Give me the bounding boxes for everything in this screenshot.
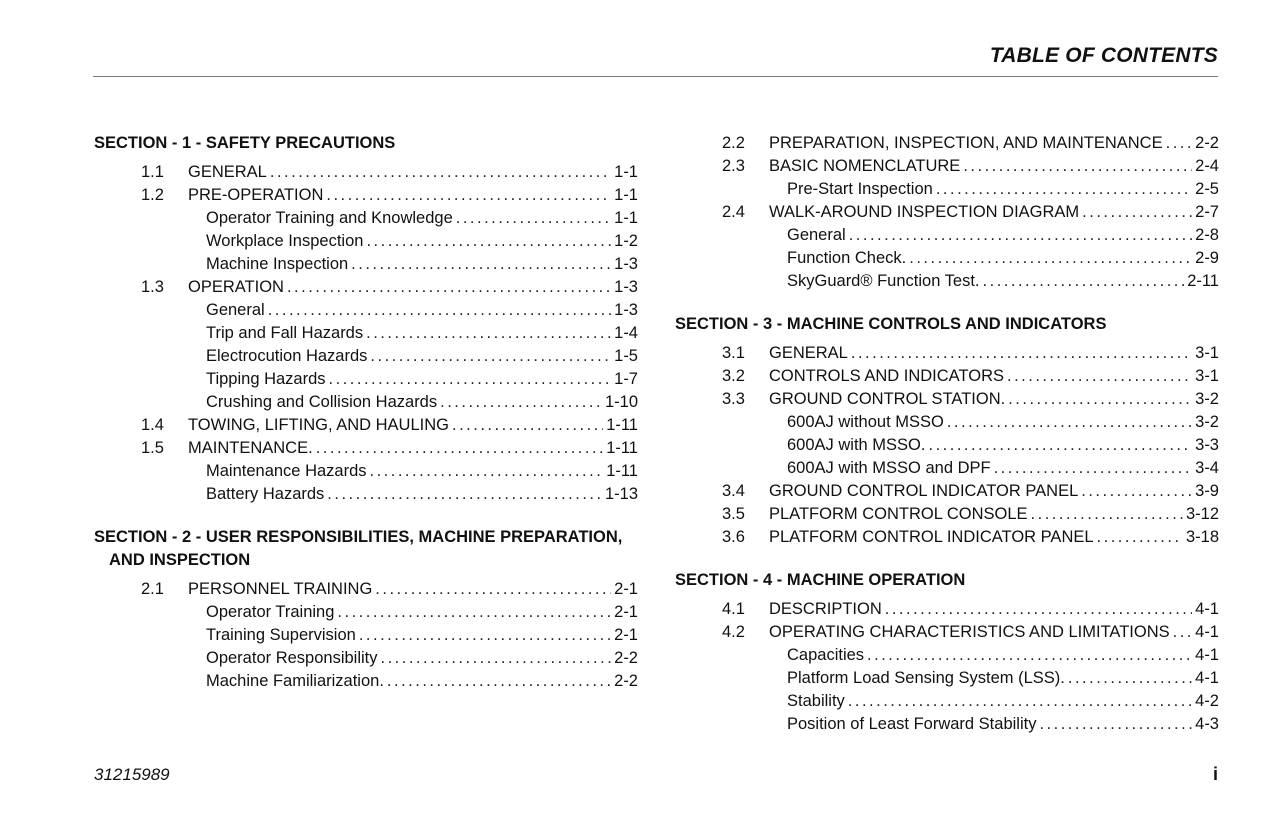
toc-entry-title: Crushing and Collision Hazards bbox=[206, 393, 438, 411]
dot-leader bbox=[329, 368, 612, 391]
section-heading: SECTION - 4 - MACHINE OPERATION bbox=[675, 571, 966, 589]
toc-entry[interactable] bbox=[94, 578, 638, 601]
dot-leader bbox=[1082, 201, 1192, 224]
toc-entry-number: 1.5 bbox=[141, 439, 164, 457]
toc-subentry[interactable] bbox=[94, 207, 638, 230]
dot-leader bbox=[1039, 713, 1192, 736]
toc-entry-page: 1-1 bbox=[614, 186, 638, 204]
dot-leader bbox=[370, 460, 604, 483]
dot-leader bbox=[337, 601, 611, 624]
toc-subentry[interactable] bbox=[94, 601, 638, 624]
dot-leader bbox=[351, 253, 611, 276]
toc-entry-page: 2-9 bbox=[1195, 249, 1219, 267]
toc-entry-page: 3-2 bbox=[1195, 413, 1219, 431]
dot-leader bbox=[1068, 667, 1192, 690]
dot-leader bbox=[909, 247, 1192, 270]
toc-entry[interactable] bbox=[675, 526, 1219, 549]
dot-leader bbox=[1031, 503, 1183, 526]
toc-entry-page: 1-11 bbox=[606, 439, 638, 457]
toc-subentry[interactable] bbox=[94, 647, 638, 670]
toc-subentry[interactable] bbox=[675, 178, 1219, 201]
toc-entry-page: 1-1 bbox=[614, 209, 638, 227]
toc-subentry[interactable] bbox=[94, 253, 638, 276]
toc-entry[interactable] bbox=[675, 388, 1219, 411]
toc-entry-list bbox=[94, 578, 638, 693]
toc-entry-page: 1-3 bbox=[614, 255, 638, 273]
dot-leader bbox=[947, 411, 1192, 434]
toc-subentry[interactable] bbox=[675, 270, 1219, 293]
toc-entry-page: 1-1 bbox=[614, 163, 638, 181]
dot-leader bbox=[370, 345, 611, 368]
toc-entry[interactable] bbox=[675, 503, 1219, 526]
toc-subentry[interactable] bbox=[675, 411, 1219, 434]
toc-entry-title: Maintenance Hazards bbox=[206, 462, 367, 480]
toc-entry-title: TOWING, LIFTING, AND HAULING bbox=[188, 416, 449, 434]
toc-entry-title: Machine Familiarization. bbox=[206, 672, 384, 690]
toc-entry[interactable] bbox=[675, 621, 1219, 644]
page-title: TABLE OF CONTENTS bbox=[989, 44, 1218, 67]
toc-subentry[interactable] bbox=[675, 247, 1219, 270]
dot-leader bbox=[994, 457, 1193, 480]
toc-subentry[interactable] bbox=[675, 667, 1219, 690]
dot-leader bbox=[983, 270, 1185, 293]
toc-subentry[interactable] bbox=[94, 460, 638, 483]
toc-subentry[interactable] bbox=[94, 624, 638, 647]
dot-leader bbox=[359, 624, 611, 647]
dot-leader bbox=[270, 161, 611, 184]
toc-entry-title: WALK-AROUND INSPECTION DIAGRAM bbox=[769, 203, 1080, 221]
toc-subentry[interactable] bbox=[94, 670, 638, 693]
section-heading: SECTION - 3 - MACHINE CONTROLS AND INDICATORS bbox=[675, 315, 1107, 333]
toc-entry-number: 2.1 bbox=[141, 580, 164, 598]
toc-subentry[interactable] bbox=[675, 713, 1219, 736]
dot-leader bbox=[268, 299, 611, 322]
toc-right-column bbox=[675, 132, 1219, 756]
toc-entry-title: Platform Load Sensing System (LSS). bbox=[787, 669, 1065, 687]
toc-entry-number: 1.3 bbox=[141, 278, 164, 296]
dot-leader bbox=[928, 434, 1192, 457]
toc-subentry[interactable] bbox=[675, 224, 1219, 247]
toc-entry-title: Capacities bbox=[787, 646, 865, 664]
toc-entry-page: 1-5 bbox=[614, 347, 638, 365]
dot-leader bbox=[452, 414, 603, 437]
toc-entry-title: 600AJ with MSSO. bbox=[787, 436, 926, 454]
toc-entry-number: 2.2 bbox=[722, 134, 745, 152]
toc-entry-number: 3.2 bbox=[722, 367, 745, 385]
dot-leader bbox=[1008, 388, 1192, 411]
toc-entry-page: 1-4 bbox=[614, 324, 638, 342]
toc-entry-title: PLATFORM CONTROL CONSOLE bbox=[769, 505, 1028, 523]
dot-leader bbox=[440, 391, 602, 414]
toc-entry-page: 2-2 bbox=[1195, 134, 1219, 152]
toc-entry[interactable] bbox=[94, 161, 638, 184]
toc-entry-title: General bbox=[206, 301, 265, 319]
toc-entry[interactable] bbox=[675, 155, 1219, 178]
toc-entry-title: Operator Training and Knowledge bbox=[206, 209, 453, 227]
toc-subentry[interactable] bbox=[675, 690, 1219, 713]
dot-leader bbox=[1097, 526, 1183, 549]
toc-entry-title: BASIC NOMENCLATURE bbox=[769, 157, 961, 175]
toc-entry-list bbox=[675, 132, 1219, 293]
toc-entry-number: 3.6 bbox=[722, 528, 745, 546]
toc-entry-title: SkyGuard® Function Test. bbox=[787, 272, 980, 290]
toc-entry-page: 2-7 bbox=[1195, 203, 1219, 221]
header-divider bbox=[93, 76, 1218, 77]
toc-entry-page: 1-3 bbox=[614, 301, 638, 319]
dot-leader bbox=[848, 690, 1192, 713]
dot-leader bbox=[316, 437, 604, 460]
toc-entry-list bbox=[94, 161, 638, 506]
toc-entry-number: 3.3 bbox=[722, 390, 745, 408]
toc-subentry[interactable] bbox=[675, 434, 1219, 457]
toc-entry-page: 4-1 bbox=[1195, 669, 1219, 687]
toc-entry-page: 2-1 bbox=[614, 626, 638, 644]
toc-entry-page: 3-1 bbox=[1195, 344, 1219, 362]
dot-leader bbox=[885, 598, 1192, 621]
dot-leader bbox=[1007, 365, 1192, 388]
page-number: i bbox=[1212, 764, 1218, 784]
toc-entry-page: 3-4 bbox=[1195, 459, 1219, 477]
toc-entry-page: 2-1 bbox=[614, 603, 638, 621]
toc-entry-title: OPERATING CHARACTERISTICS AND LIMITATIONS bbox=[769, 623, 1170, 641]
toc-subentry[interactable] bbox=[94, 345, 638, 368]
toc-entry-title: PRE-OPERATION bbox=[188, 186, 324, 204]
toc-entry-page: 3-2 bbox=[1195, 390, 1219, 408]
toc-entry[interactable] bbox=[675, 598, 1219, 621]
toc-entry-page: 4-1 bbox=[1195, 646, 1219, 664]
toc-entry-title: General bbox=[787, 226, 846, 244]
toc-entry-title: PLATFORM CONTROL INDICATOR PANEL bbox=[769, 528, 1094, 546]
toc-entry-page: 2-11 bbox=[1187, 272, 1219, 290]
dot-leader bbox=[867, 644, 1192, 667]
toc-entry-page: 1-7 bbox=[614, 370, 638, 388]
toc-entry-title: GENERAL bbox=[188, 163, 267, 181]
toc-subentry[interactable] bbox=[675, 644, 1219, 667]
document-number: 31215989 bbox=[94, 765, 170, 784]
toc-entry-title: GROUND CONTROL STATION. bbox=[769, 390, 1006, 408]
toc-entry[interactable] bbox=[94, 184, 638, 207]
toc-entry-title: 600AJ without MSSO bbox=[787, 413, 944, 431]
toc-entry-title: Machine Inspection bbox=[206, 255, 349, 273]
toc-entry-page: 1-2 bbox=[614, 232, 638, 250]
toc-entry-page: 2-5 bbox=[1195, 180, 1219, 198]
toc-entry-title: Electrocution Hazards bbox=[206, 347, 368, 365]
toc-entry-page: 2-1 bbox=[614, 580, 638, 598]
toc-entry-number: 3.4 bbox=[722, 482, 745, 500]
toc-entry-title: Position of Least Forward Stability bbox=[787, 715, 1037, 733]
toc-entry-title: Function Check. bbox=[787, 249, 907, 267]
toc-subentry[interactable] bbox=[94, 322, 638, 345]
toc-entry-page: 2-2 bbox=[614, 649, 638, 667]
dot-leader bbox=[1081, 480, 1192, 503]
toc-entry-number: 4.2 bbox=[722, 623, 745, 641]
toc-entry-title: MAINTENANCE. bbox=[188, 439, 313, 457]
toc-entry-title: CONTROLS AND INDICATORS bbox=[769, 367, 1005, 385]
toc-entry-title: Operator Training bbox=[206, 603, 335, 621]
toc-entry[interactable] bbox=[675, 342, 1219, 365]
dot-leader bbox=[366, 230, 611, 253]
toc-entry-page: 3-3 bbox=[1195, 436, 1219, 454]
toc-entry[interactable] bbox=[94, 437, 638, 460]
toc-entry-title: Operator Responsibility bbox=[206, 649, 378, 667]
toc-entry-page: 1-13 bbox=[604, 485, 638, 503]
toc-entry-title: Workplace Inspection bbox=[206, 232, 364, 250]
toc-entry-number: 3.5 bbox=[722, 505, 745, 523]
toc-entry-page: 3-12 bbox=[1185, 505, 1219, 523]
toc-entry-page: 1-10 bbox=[604, 393, 638, 411]
toc-entry-page: 2-2 bbox=[614, 672, 638, 690]
toc-entry-page: 3-9 bbox=[1195, 482, 1219, 500]
toc-subentry[interactable] bbox=[675, 457, 1219, 480]
toc-entry-page: 2-4 bbox=[1195, 157, 1219, 175]
toc-entry-page: 4-2 bbox=[1195, 692, 1219, 710]
dot-leader bbox=[366, 322, 611, 345]
dot-leader bbox=[327, 483, 602, 506]
toc-entry-title: Training Supervision bbox=[206, 626, 356, 644]
toc-entry-number: 4.1 bbox=[722, 600, 745, 618]
section-heading: SECTION - 2 - USER RESPONSIBILITIES, MACHINE PREPARATION, AND INSPECTION bbox=[94, 528, 623, 569]
toc-entry-number: 1.1 bbox=[141, 163, 164, 181]
dot-leader bbox=[375, 578, 611, 601]
dot-leader bbox=[287, 276, 611, 299]
toc-entry-number: 2.4 bbox=[722, 203, 745, 221]
toc-entry[interactable] bbox=[675, 480, 1219, 503]
toc-entry-page: 2-8 bbox=[1195, 226, 1219, 244]
toc-entry-title: Battery Hazards bbox=[206, 485, 325, 503]
section-heading: SECTION - 1 - SAFETY PRECAUTIONS bbox=[94, 134, 396, 152]
toc-entry-page: 3-1 bbox=[1195, 367, 1219, 385]
toc-subentry[interactable] bbox=[94, 230, 638, 253]
toc-entry-title: DESCRIPTION bbox=[769, 600, 882, 618]
toc-entry-page: 1-11 bbox=[606, 416, 638, 434]
dot-leader bbox=[326, 184, 611, 207]
toc-entry-title: GROUND CONTROL INDICATOR PANEL bbox=[769, 482, 1079, 500]
toc-entry-list bbox=[675, 598, 1219, 736]
toc-subentry[interactable] bbox=[94, 368, 638, 391]
toc-entry[interactable] bbox=[94, 414, 638, 437]
toc-entry-title: PREPARATION, INSPECTION, AND MAINTENANCE bbox=[769, 134, 1163, 152]
toc-entry-title: PERSONNEL TRAINING bbox=[188, 580, 373, 598]
toc-entry[interactable] bbox=[94, 276, 638, 299]
dot-leader bbox=[1166, 132, 1193, 155]
toc-entry-number: 2.3 bbox=[722, 157, 745, 175]
toc-left-column bbox=[94, 132, 638, 713]
dot-leader bbox=[381, 647, 612, 670]
toc-entry-number: 1.2 bbox=[141, 186, 164, 204]
dot-leader bbox=[963, 155, 1192, 178]
toc-subentry[interactable] bbox=[94, 299, 638, 322]
toc-entry-title: OPERATION bbox=[188, 278, 284, 296]
toc-entry-title: 600AJ with MSSO and DPF bbox=[787, 459, 991, 477]
toc-entry-page: 4-3 bbox=[1195, 715, 1219, 733]
toc-entry-title: Pre-Start Inspection bbox=[787, 180, 933, 198]
toc-entry-title: Trip and Fall Hazards bbox=[206, 324, 364, 342]
toc-subentry[interactable] bbox=[94, 483, 638, 506]
toc-subentry[interactable] bbox=[94, 391, 638, 414]
toc-entry-page: 3-18 bbox=[1185, 528, 1219, 546]
toc-entry-title: Tipping Hazards bbox=[206, 370, 326, 388]
toc-entry-number: 3.1 bbox=[722, 344, 745, 362]
toc-entry-page: 4-1 bbox=[1195, 623, 1219, 641]
toc-entry-title: Stability bbox=[787, 692, 845, 710]
toc-entry-list bbox=[675, 342, 1219, 549]
dot-leader bbox=[936, 178, 1192, 201]
dot-leader bbox=[849, 224, 1192, 247]
toc-entry-page: 1-11 bbox=[606, 462, 638, 480]
dot-leader bbox=[456, 207, 611, 230]
toc-entry[interactable] bbox=[675, 365, 1219, 388]
toc-entry[interactable] bbox=[675, 132, 1219, 155]
dot-leader bbox=[1173, 621, 1193, 644]
toc-entry-title: GENERAL bbox=[769, 344, 848, 362]
toc-entry-number: 1.4 bbox=[141, 416, 164, 434]
toc-entry-page: 4-1 bbox=[1195, 600, 1219, 618]
toc-entry[interactable] bbox=[675, 201, 1219, 224]
dot-leader bbox=[387, 670, 611, 693]
dot-leader bbox=[851, 342, 1192, 365]
toc-entry-page: 1-3 bbox=[614, 278, 638, 296]
